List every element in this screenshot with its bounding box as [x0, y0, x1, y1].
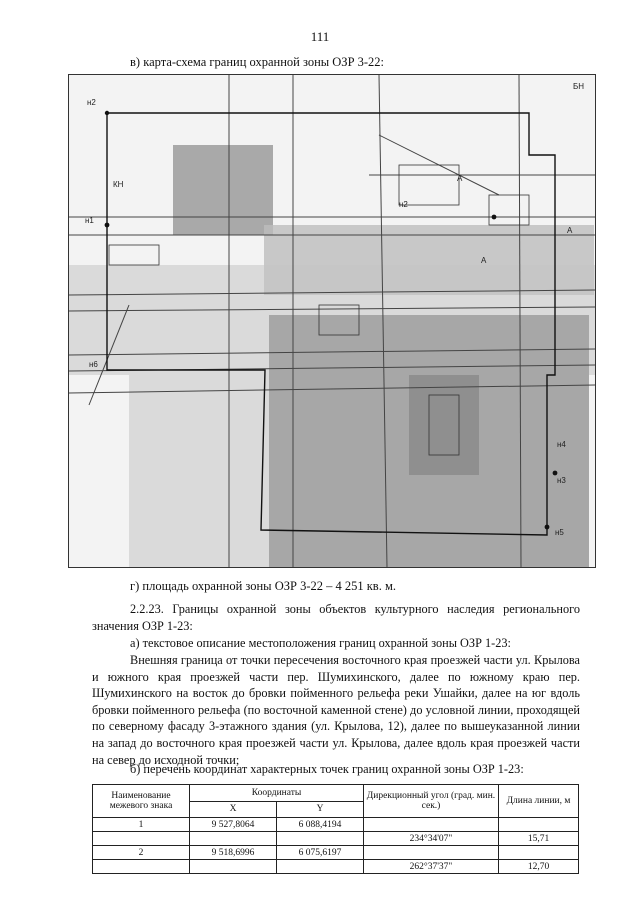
section-heading	[92, 601, 580, 634]
cell-y: 6 088,4194	[277, 818, 364, 832]
label-a1: А	[457, 174, 463, 183]
coordinates-table	[92, 784, 579, 874]
table-header-row	[93, 785, 579, 802]
page-number: 111	[310, 29, 330, 44]
cell-angle: 234°34'07"	[364, 832, 499, 846]
map-caption: в) карта-схема границ охранной зоны ОЗР 3-22:	[130, 55, 385, 69]
section-heading-line2: значения ОЗР 1-23:	[92, 618, 193, 633]
label-n1: н1	[85, 216, 94, 225]
header-coords: Координаты	[190, 785, 364, 802]
header-name: Наименование межевого знака	[93, 785, 190, 818]
cell-x: 9 518,6996	[190, 846, 277, 860]
cell-angle	[364, 818, 499, 832]
cell-angle	[364, 846, 499, 860]
cell-length: 15,71	[499, 832, 579, 846]
cell-length	[499, 818, 579, 832]
section-heading-line1: 2.2.23. Границы охранной зоны объектов культурного наследия регионального	[130, 602, 580, 616]
label-kn: КН	[113, 180, 124, 189]
header-length: Длина линии, м	[499, 785, 579, 818]
cell-y	[277, 832, 364, 846]
header-x: X	[190, 801, 277, 818]
label-n5: н5	[555, 528, 564, 537]
item-a: а) текстовое описание местоположения границ охранной зоны ОЗР 1-23:	[130, 636, 511, 650]
header-y: Y	[277, 801, 364, 818]
cell-y	[277, 860, 364, 874]
cell-x: 9 527,8064	[190, 818, 277, 832]
description-paragraph: Внешняя граница от точки пересечения восточного края проезжей части ул. Крылова и южного края проезжей части пер. Шумихинского, далее по южному краю пер. Шумихинского на восток до бровки пойменного рельефа реки Ушайки, далее на юг вдоль бровки пойменного рельефа (по восточной каменной стене) до условной линии, проходящей по северному фасаду 3-этажного здания (ул. Крылова, 12), далее по вышеуказанной линии на запад до восточного края проезжей части ул. Крылова, далее вдоль края проезжей части на север до исходной точки;	[92, 653, 580, 767]
label-bn: БН	[573, 82, 585, 91]
table-row	[93, 832, 579, 846]
cell-name: 1	[93, 818, 190, 832]
cell-angle: 262°37'37"	[364, 860, 499, 874]
table-row	[93, 846, 579, 860]
label-n6: н6	[89, 360, 98, 369]
cell-length: 12,70	[499, 860, 579, 874]
map-drawing	[69, 75, 595, 567]
area-caption: г) площадь охранной зоны ОЗР 3-22 – 4 251 кв. м.	[130, 579, 396, 593]
cell-x	[190, 860, 277, 874]
item-b: б) перечень координат характерных точек границ охранной зоны ОЗР 1-23:	[130, 762, 524, 776]
cell-length	[499, 846, 579, 860]
label-n2-top: н2	[87, 98, 96, 107]
boundary-map	[68, 74, 596, 568]
cell-y: 6 075,6197	[277, 846, 364, 860]
table-row	[93, 818, 579, 832]
cell-name	[93, 832, 190, 846]
table-row	[93, 860, 579, 874]
zone-block-north	[173, 145, 273, 235]
cell-x	[190, 832, 277, 846]
label-n4: н4	[557, 440, 566, 449]
label-n2: н2	[399, 200, 408, 209]
label-a2: А	[481, 256, 487, 265]
cell-name: 2	[93, 846, 190, 860]
label-n3: н3	[557, 476, 566, 485]
header-angle: Дирекционный угол (град. мин. сек.)	[364, 785, 499, 818]
label-a3: А	[567, 226, 573, 235]
cell-name	[93, 860, 190, 874]
